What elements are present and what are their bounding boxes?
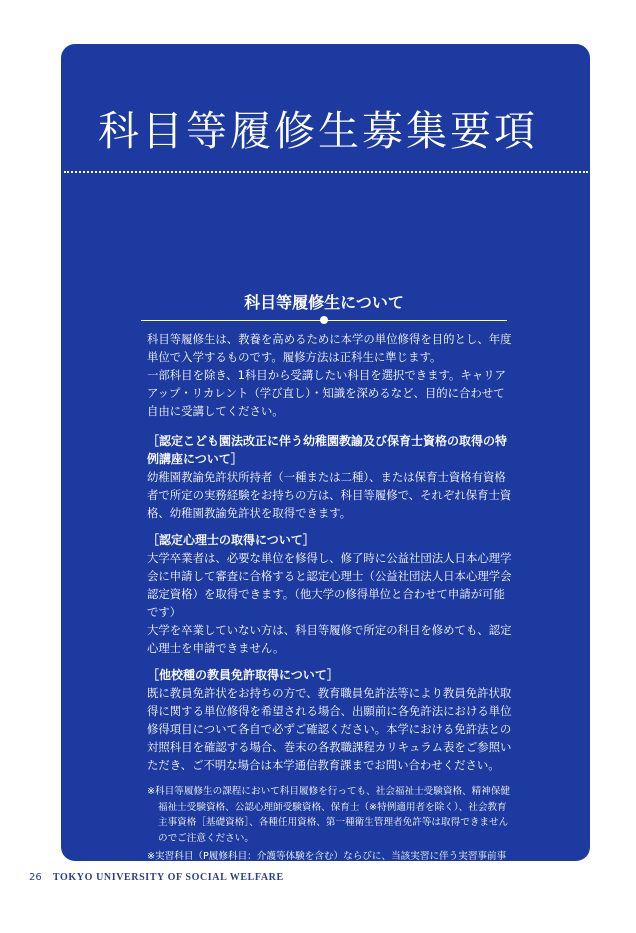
section-paragraph: 大学を卒業していない方は、科目等履修で所定の科目を修めても、認定心理士を申請できません。 <box>147 623 512 655</box>
page-number: 26 <box>29 872 42 883</box>
note-item: ※科目等履修生は「卒業研究」「国際福祉研究」は履修できません。また、その他の科目でも本課程の運営上支障が出る場合は、履修を制限することがあります。 <box>147 900 506 927</box>
section-heading-teacher-license: ［他校種の教員免許取得について］ <box>147 668 339 682</box>
notes <box>147 784 515 930</box>
section-heading-kindergarten: ［認定こども園法改正に伴う幼稚園教諭及び保育士資格の取得の特例講座について］ <box>147 434 508 466</box>
university-name: TOKYO UNIVERSITY OF SOCIAL WELFARE <box>52 872 284 883</box>
section-paragraph: 既に教員免許状をお持ちの方で、教育職員免許法等により教員免許状取得に関する単位修得を希望される場合、出願前に各免許法における単位修得項目について各自で必ずご確認ください。本学における免許法との対照科目を確認する場合、巻末の各教職課程カリキュラム表をご参照いただき、ご不明な場合は本学通信教育課までお問い合わせください。 <box>147 686 512 772</box>
section-heading-psychologist: ［認定心理士の取得について］ <box>147 533 315 547</box>
note-item: ※実習科目（P履修科目：介護等体験を含む）ならびに、当該実習に伴う実習事前事後指導及び演習（「教職実践演習」「ソーシャルワーク演習」「精神保健福祉演習」「心理演習」「保育実習」等）の科目は、科目等履修生は履修できません。 <box>147 851 508 893</box>
section-paragraph: 幼稚園教諭免許状所持者（一種または二種）、または保育士資格有資格者で所定の実務経験をお持ちの方は、科目等履修で、それぞれ保育士資格、幼稚園教諭免許状を取得できます。 <box>147 470 512 520</box>
section-title: 科目等履修生について <box>244 293 404 312</box>
dotted-divider <box>64 171 588 173</box>
section-underline-dot <box>320 316 328 324</box>
body-text <box>147 330 515 933</box>
section-paragraph: 大学卒業者は、必要な単位を修得し、修了時に公益社団法人日本心理学会に申請して審査に合格すると認定心理士（公益社団法人日本心理学会認定資格）を取得できます。（他大学の修得単位と合わせて申請が可能です） <box>147 551 512 619</box>
intro-paragraph: 一部科目を除き、1科目から受講したい科目を選択できます。キャリアアップ・リカレント（学び直し）・知識を深めるなど、目的に合わせて自由に受講してください。 <box>147 368 506 418</box>
note-item: ※科目等履修生の課程において科目履修を行っても、社会福祉士受験資格、精神保健福祉士受験資格、公認心理師受験資格、保育士（※特例適用者を除く）、社会教育主事資格［基礎資格］、各種任用資格、第一種衛生管理者免許等は取得できませんのでご注意ください。 <box>147 786 511 844</box>
page-title: 科目等履修生募集要項 <box>98 107 538 155</box>
page-footer <box>29 872 284 883</box>
intro-paragraph: 科目等履修生は、教養を高めるために本学の単位修得を目的とし、年度単位で入学するものです。履修方法は正科生に準じます。 <box>147 332 512 364</box>
